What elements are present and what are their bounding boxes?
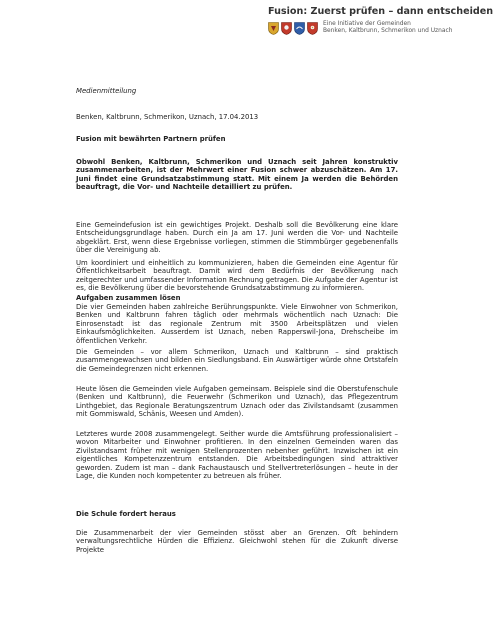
letterhead-subtitle-line: Eine Initiative der Gemeinden bbox=[323, 21, 411, 27]
dateline: Benken, Kaltbrunn, Schmerikon, Uznach, 17.04.2013 bbox=[76, 113, 259, 121]
crest-kaltbrunn-icon bbox=[281, 22, 292, 35]
paragraph: Die Gemeinden – vor allem Schmerikon, Uznach und Kaltbrunn – sind praktisch zusammengewachsen und bilden ein Siedlungsband. Ein Auswärtiger würde ohne Ortstafeln die Gemeindegrenzen nicht erkennen. bbox=[76, 348, 398, 373]
letterhead-title: Fusion: Zuerst prüfen – dann entscheiden bbox=[268, 6, 493, 17]
crest-schmerikon-icon bbox=[294, 22, 305, 35]
paragraph: Heute lösen die Gemeinden viele Aufgaben gemeinsam. Beispiele sind die Oberstufenschule (Benken und Kaltbrunn), die Feuerwehr (Schmerikon und Uznach), das Pflegezentrum Linthgebiet, das Regionale Beratungszentrum Uznach oder das Zivilstandsamt (zusammen mit Gommiswald, Schänis, Weesen und Amden). bbox=[76, 385, 398, 419]
paragraph: Um koordiniert und einheitlich zu kommunizieren, haben die Gemeinden eine Agentur für Öffentlichkeitsarbeit beauftragt. Damit wird dem Bedürfnis der Bevölkerung nach zeitgerechter und umfassender Information Rechnung getragen. Die Aufgabe der Agentur ist es, die Bevölkerung über die bevorstehende Grundsatzabstimmung zu informieren. bbox=[76, 259, 398, 293]
letterhead-row bbox=[268, 21, 453, 36]
letterhead-subtitle-line: Benken, Kaltbrunn, Schmerikon und Uznach bbox=[323, 28, 453, 35]
crest-benken-icon bbox=[268, 22, 279, 35]
section-heading: Aufgaben zusammen lösen bbox=[76, 294, 181, 302]
municipal-crests bbox=[268, 22, 318, 35]
document-label: Medienmitteilung bbox=[76, 87, 137, 95]
document-body bbox=[76, 87, 398, 554]
paragraph: Die Zusammenarbeit der vier Gemeinden stösst aber an Grenzen. Oft behindern verwaltungsrechtliche Hürden die Effizienz. Gleichwohl stehen für die Zukunft diverse Projekte bbox=[76, 529, 398, 554]
letterhead bbox=[268, 6, 493, 36]
paragraph: Die vier Gemeinden haben zahlreiche Berührungspunkte. Viele Einwohner von Schmerikon, Benken und Kaltbrunn fahren täglich oder mehrmals wöchentlich nach Uznach: Die Einrosenstadt ist das regionale Zentrum mit 3500 Arbeitsplätzen und vielen Einkaufsmöglichkeiten. Ausserdem ist Uznach, neben Rapperswil-Jona, Drehscheibe im öffentlichen Verkehr. bbox=[76, 303, 398, 345]
letterhead-subtitle bbox=[323, 21, 452, 36]
lead-paragraph: Obwohl Benken, Kaltbrunn, Schmerikon und Uznach seit Jahren konstruktiv zusammenarbeiten, ist der Mehrwert einer Fusion schwer abzuschätzen. Am 17. Juni findet eine Grundsatzabstimmung statt. Mit einem Ja werden die Behörden beauftragt, die Vor- und Nachteile detailliert zu prüfen. bbox=[76, 158, 398, 192]
headline: Fusion mit bewährten Partnern prüfen bbox=[76, 135, 226, 143]
section-heading: Die Schule fordert heraus bbox=[76, 510, 176, 518]
paragraph: Letzteres wurde 2008 zusammengelegt. Seither wurde die Amtsführung professionalisiert – wovon Mitarbeiter und Einwohner profitieren. In den einzelnen Gemeinden waren das Zivilstandsamt früher mit wenigen Stellenprozenten nebenher geführt. Inzwischen ist ein eigentliches Kompetenzzentrum entstanden. Die Arbeitsbedingungen sind attraktiver geworden. Zudem ist man – dank Fachaustausch und Stellvertreterlösungen – heute in der Lage, die Kunden noch kompetenter zu betreuen als früher. bbox=[76, 430, 398, 481]
paragraph: Eine Gemeindefusion ist ein gewichtiges Projekt. Deshalb soll die Bevölkerung eine klare Entscheidungsgrundlage haben. Durch ein Ja am 17. Juni werden die Vor- und Nachteile abgeklärt. Erst, wenn diese Ergebnisse vorliegen, stimmen die Stimmbürger gegebenenfalls über die Vereinigung ab. bbox=[76, 221, 398, 255]
crest-uznach-icon bbox=[307, 22, 318, 35]
